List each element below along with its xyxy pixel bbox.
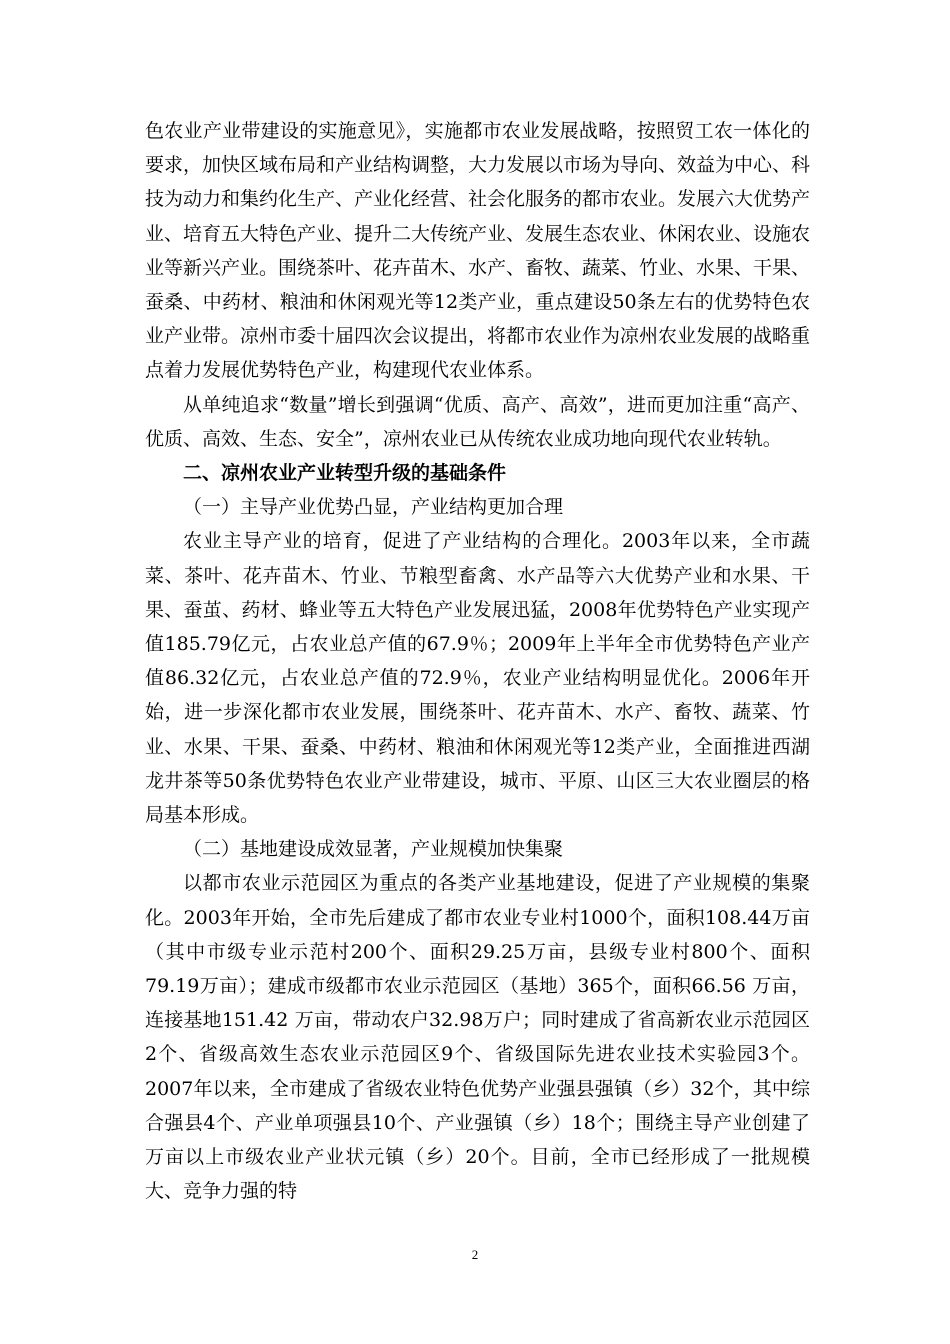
subsection-1-paragraph: 农业主导产业的培育，促进了产业结构的合理化。2003年以来，全市蔬菜、茶叶、花卉苗木、竹业、节粮型畜禽、水产品等六大优势产业和水果、干果、蚕茧、药材、蜂业等五大特色产业发展迅猛，2008年优势特色产业实现产值185.79亿元，占农业总产值的67.9％；2009年上半年全市优势特色产业产值86.32亿元，占农业总产值的72.9％，农业产业结构明显优化。2006年开始，进一步深化都市农业发展，围绕茶叶、花卉苗木、水产、畜牧、蔬菜、竹业、水果、干果、蚕桑、中药材、粮油和休闲观光等12类产业，全面推进西湖龙井茶等50条优势特色农业产业带建设，城市、平原、山区三大农业圈层的格局基本形成。 bbox=[145, 530, 810, 827]
section-heading: 二、凉州农业产业转型升级的基础条件 bbox=[183, 462, 507, 485]
document-body bbox=[145, 114, 810, 1209]
paragraph-transition: 从单纯追求“数量”增长到强调“优质、高产、高效”，进而更加注重“高产、优质、高效、生态、安全”，凉州农业已从传统农业成功地向现代农业转轨。 bbox=[145, 393, 810, 450]
page-number: 2 bbox=[471, 1247, 479, 1262]
subsection-heading-2: （二）基地建设成效显著，产业规模加快集聚 bbox=[183, 838, 564, 861]
paragraph-continuation: 色农业产业带建设的实施意见》，实施都市农业发展战略，按照贸工农一体化的要求，加快区域布局和产业结构调整，大力发展以市场为导向、效益为中心、科技为动力和集约化生产、产业化经营、社会化服务的都市农业。发展六大优势产业、培育五大特色产业、提升二大传统产业、发展生态农业、休闲农业、设施农业等新兴产业。围绕茶叶、花卉苗木、水产、畜牧、蔬菜、竹业、水果、干果、蚕桑、中药材、粮油和休闲观光等12类产业，重点建设50条左右的优势特色农业产业带。凉州市委十届四次会议提出，将都市农业作为凉州农业发展的战略重点着力发展优势特色产业，构建现代农业体系。 bbox=[145, 120, 811, 382]
subsection-heading-1: （一）主导产业优势凸显，产业结构更加合理 bbox=[183, 496, 564, 519]
subsection-2-paragraph: 以都市农业示范园区为重点的各类产业基地建设，促进了产业规模的集聚化。2003年开始，全市先后建成了都市农业专业村1000个，面积108.44万亩（其中市级专业示范村200个、面积29.25万亩，县级专业村800个、面积79.19万亩）；建成市级都市农业示范园区（基地）365个，面积66.56 万亩，连接基地151.42 万亩，带动农户32.98万户；同时建成了省高新农业示范园区2个、省级高效生态农业示范园区9个、省级国际先进农业技术实验园3个。2007年以来，全市建成了省级农业特色优势产业强县强镇（乡）32个，其中综合强县4个、产业单项强县10个、产业强镇（乡）18个；围绕主导产业创建了万亩以上市级农业产业状元镇（乡）20个。目前，全市已经形成了一批规模大、竞争力强的特 bbox=[145, 872, 810, 1203]
